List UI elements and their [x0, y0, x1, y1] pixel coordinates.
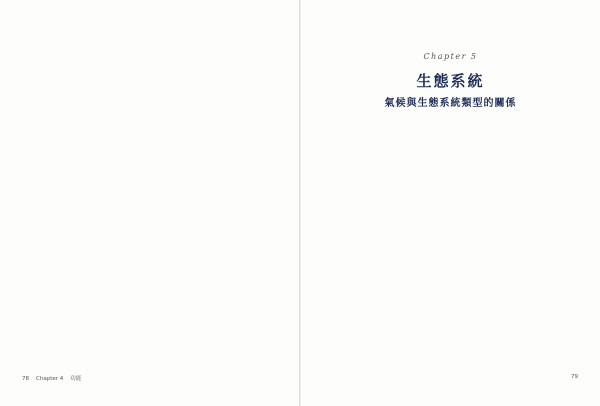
left-page: [0, 0, 299, 406]
right-page-number: 79: [571, 374, 578, 380]
left-page-number: 78: [22, 376, 29, 382]
chapter-label: Chapter 5: [423, 52, 478, 61]
right-page: [301, 0, 600, 406]
left-page-footer: [22, 374, 81, 382]
right-page-footer: [571, 374, 578, 380]
chapter-title: 生態系統: [416, 72, 485, 90]
left-footer-chapter: Chapter 4: [36, 376, 64, 382]
chapter-subtitle: 氣候與生態系統類型的關係: [384, 98, 517, 109]
left-footer-section: 功能: [70, 376, 82, 382]
